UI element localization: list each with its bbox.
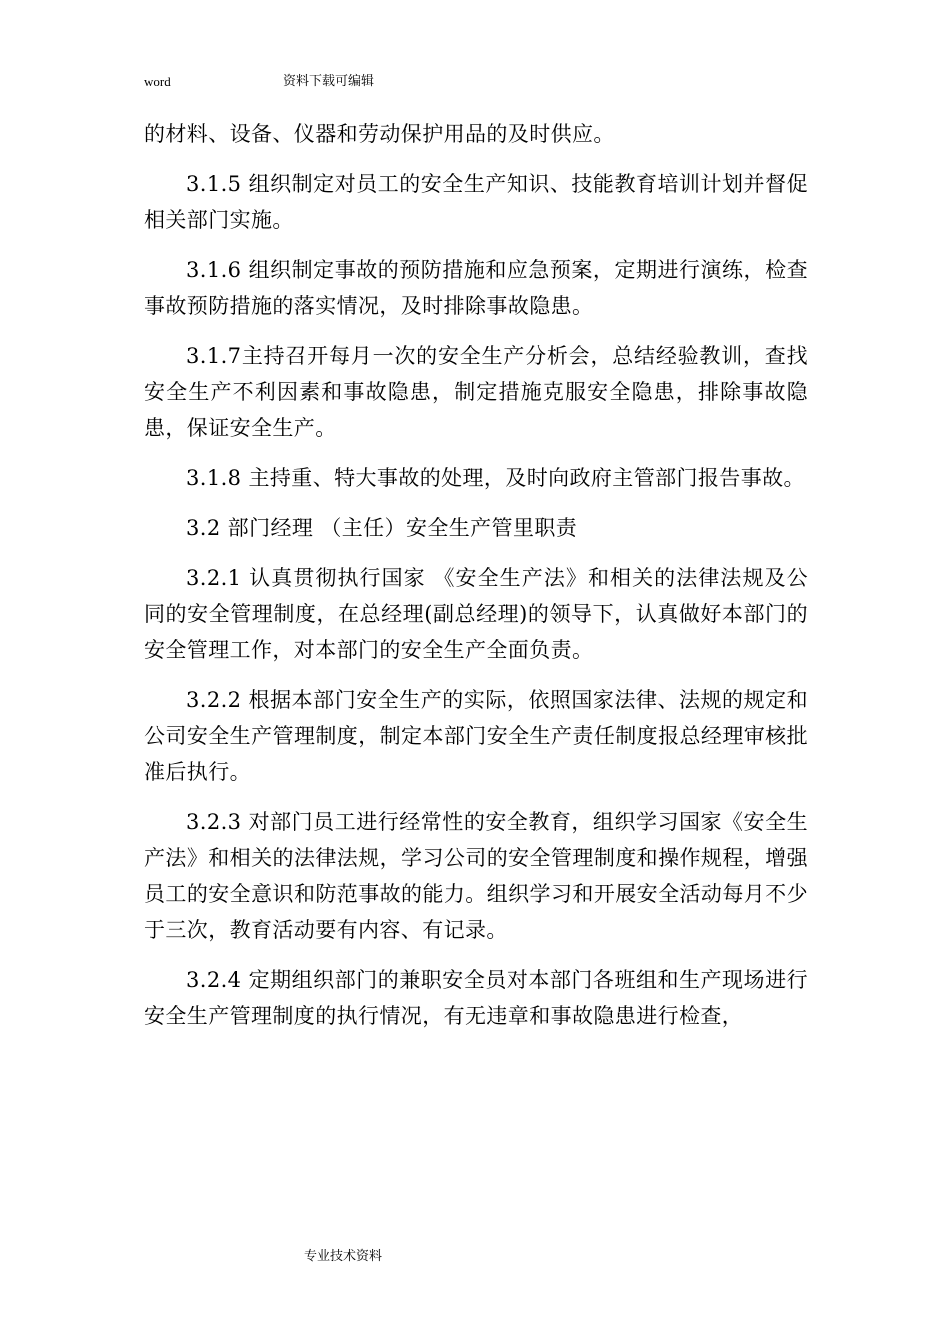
paragraph-3-2-3: 3.2.3 对部门员工进行经常性的安全教育，组织学习国家《安全生产法》和相关的法律法规，学习公司的安全管理制度和操作规程，增强员工的安全意识和防范事故的能力。组织学习和开展安全活动每月不少于三次，教育活动要有内容、有记录。: [144, 810, 808, 942]
footer-label: 专业技术资料: [304, 1249, 383, 1264]
header-word-label: word: [144, 74, 171, 89]
paragraph-3-1-5: 3.1.5 组织制定对员工的安全生产知识、技能教育培训计划并督促相关部门实施。: [144, 172, 808, 232]
document-body: [144, 116, 808, 1048]
paragraph-continuation: 的材料、设备、仪器和劳动保护用品的及时供应。: [144, 122, 615, 146]
header-editable-note: 资料下载可编辑: [283, 74, 375, 89]
paragraph-3-2-4: 3.2.4 定期组织部门的兼职安全员对本部门各班组和生产现场进行安全生产管理制度的执行情况，有无违章和事故隐患进行检查，: [144, 968, 808, 1028]
paragraph-3-1-7: 3.1.7主持召开每月一次的安全生产分析会，总结经验教训，查找安全生产不利因素和事故隐患，制定措施克服安全隐患，排除事故隐患，保证安全生产。: [144, 344, 808, 440]
section-heading-3-2: 3.2 部门经理 （主任）安全生产管里职责: [186, 516, 578, 540]
paragraph-3-2-1: 3.2.1 认真贯彻执行国家 《安全生产法》和相关的法律法规及公同的安全管理制度，在总经理(副总经理)的领导下，认真做好本部门的安全管理工作，对本部门的安全生产全面负责。: [144, 566, 808, 662]
paragraph-3-1-8: 3.1.8 主持重、特大事故的处理，及时向政府主管部门报告事故。: [186, 466, 805, 490]
paragraph-3-1-6: 3.1.6 组织制定事故的预防措施和应急预案，定期进行演练，检查事故预防措施的落实情况，及时排除事故隐患。: [144, 258, 808, 318]
paragraph-3-2-2: 3.2.2 根据本部门安全生产的实际，依照国家法律、法规的规定和公司安全生产管理制度，制定本部门安全生产责任制度报总经理审核批准后执行。: [144, 688, 808, 784]
